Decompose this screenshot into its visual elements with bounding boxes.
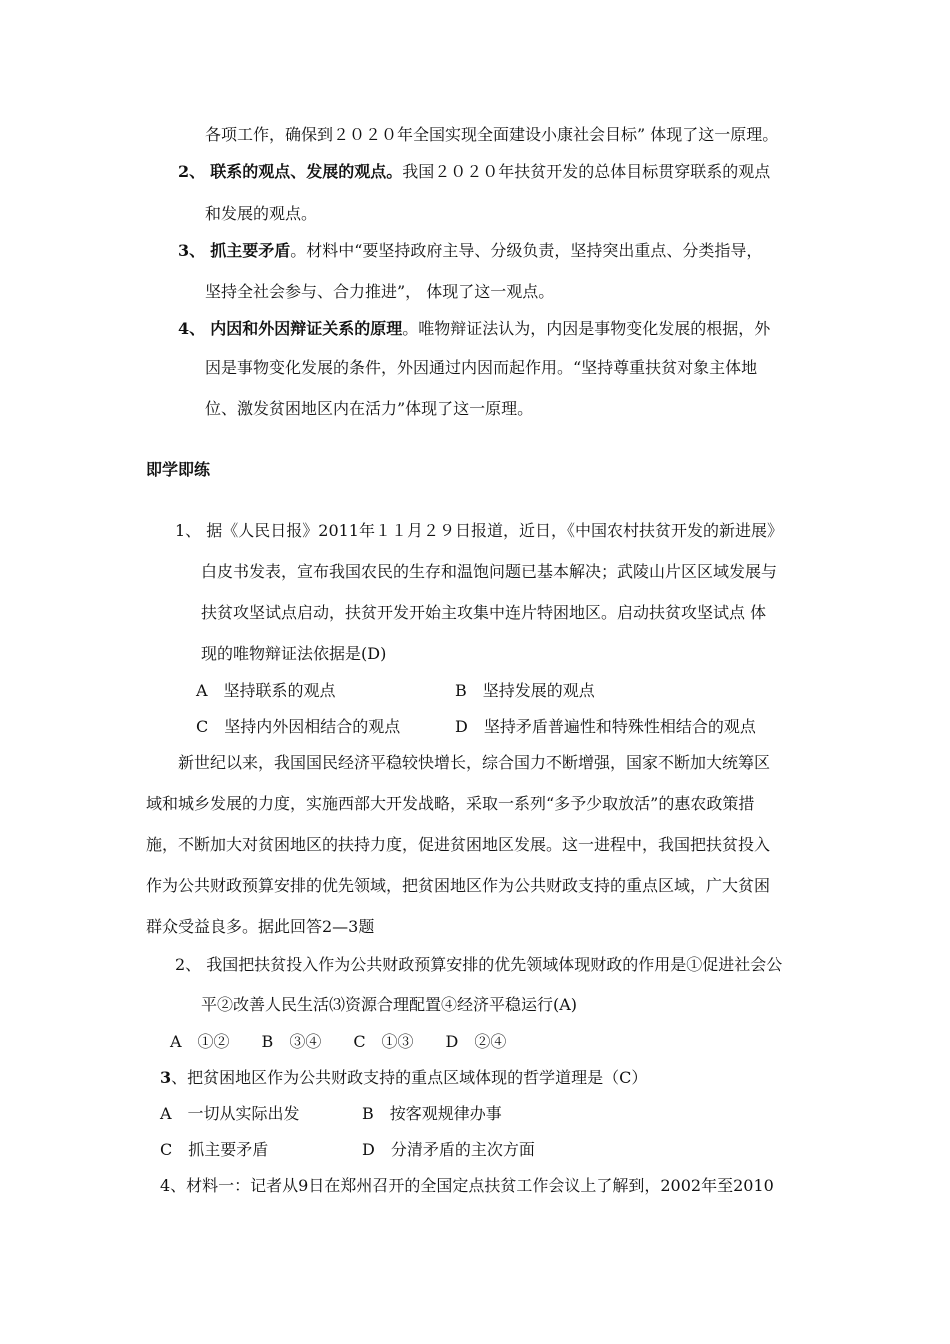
paragraph-line: 白皮书发表，宣布我国农民的生存和温饱问题已基本解决；武陵山片区区域发展与 — [201, 562, 778, 581]
option-c: C 抓主要矛盾 — [160, 1140, 269, 1159]
question-1: 1、 据《人民日报》2011年１１月２９日报道，近日，《中国农村扶贫开发的新进展》 — [175, 521, 783, 540]
paragraph-line: 各项工作，确保到２０２０年全国实现全面建设小康社会目标” 体现了这一原理。 — [205, 125, 779, 144]
question-text: 、把贫困地区作为公共财政支持的重点区域体现的哲学道理是（C） — [171, 1068, 648, 1087]
list-item-4 — [178, 318, 770, 340]
option-d: D 坚持矛盾普遍性和特殊性相结合的观点 — [455, 717, 756, 736]
item-heading: 联系的观点、发展的观点。 — [210, 162, 403, 181]
item-heading: 抓主要矛盾 — [210, 241, 291, 260]
question-2: 2、 我国把扶贫投入作为公共财政预算安排的优先领域体现财政的作用是①促进社会公 — [175, 955, 783, 974]
option-b: B 按客观规律办事 — [362, 1104, 502, 1123]
item-number: 3、 — [178, 241, 206, 260]
paragraph-line: 平②改善人民生活⑶资源合理配置④经济平稳运行(A) — [201, 995, 578, 1014]
question-3 — [160, 1067, 647, 1089]
paragraph-line: 因是事物变化发展的条件，外因通过内因而起作用。“坚持尊重扶贫对象主体地 — [205, 358, 758, 377]
list-item-3 — [178, 240, 762, 262]
question-4: 4、材料一：记者从9日在郑州召开的全国定点扶贫工作会议上了解到，2002年至2010 — [160, 1176, 774, 1195]
item-number: 4、 — [178, 319, 206, 338]
passage-line: 施，不断加大对贫困地区的扶持力度，促进贫困地区发展。这一进程中，我国把扶贫投入 — [146, 835, 771, 854]
option-b: B 坚持发展的观点 — [455, 681, 595, 700]
option-c: C 坚持内外因相结合的观点 — [196, 717, 401, 736]
list-item-2 — [178, 161, 770, 183]
paragraph-line: 位、激发贫困地区内在活力”体现了这一原理。 — [205, 399, 534, 418]
item-number: 2、 — [178, 162, 206, 181]
question-number: 3 — [160, 1068, 172, 1087]
paragraph-line: 和发展的观点。 — [205, 204, 318, 223]
paragraph-line: 现的唯物辩证法依据是(D) — [201, 644, 387, 663]
passage-line: 域和城乡发展的力度，实施西部大开发战略，采取一系列“多予少取放活”的惠农政策措 — [146, 794, 755, 813]
item-text: 。材料中“要坚持政府主导、分级负责，坚持突出重点、分类指导， — [290, 241, 763, 260]
paragraph-line: 坚持全社会参与、合力推进”， 体现了这一观点。 — [205, 282, 555, 301]
passage-line: 作为公共财政预算安排的优先领域，把贫困地区作为公共财政支持的重点区域，广大贫困 — [146, 876, 771, 895]
item-heading: 内因和外因辩证关系的原理 — [210, 319, 403, 338]
option-a: A 坚持联系的观点 — [196, 681, 336, 700]
option-d: D 分清矛盾的主次方面 — [362, 1140, 535, 1159]
passage-line: 新世纪以来，我国国民经济平稳较快增长，综合国力不断增强，国家不断加大统筹区 — [178, 753, 771, 772]
passage-line: 群众受益良多。据此回答2—3题 — [146, 917, 375, 936]
item-text: 。唯物辩证法认为，内因是事物变化发展的根据，外 — [402, 319, 771, 338]
section-title: 即学即练 — [146, 460, 211, 479]
paragraph-line: 扶贫攻坚试点启动，扶贫开发开始主攻集中连片特困地区。启动扶贫攻坚试点 体 — [201, 603, 767, 622]
option-a: A 一切从实际出发 — [160, 1104, 300, 1123]
item-text: 我国２０２０年扶贫开发的总体目标贯穿联系的观点 — [402, 162, 771, 181]
options-row: A ①② B ③④ C ①③ D ②④ — [170, 1032, 507, 1051]
